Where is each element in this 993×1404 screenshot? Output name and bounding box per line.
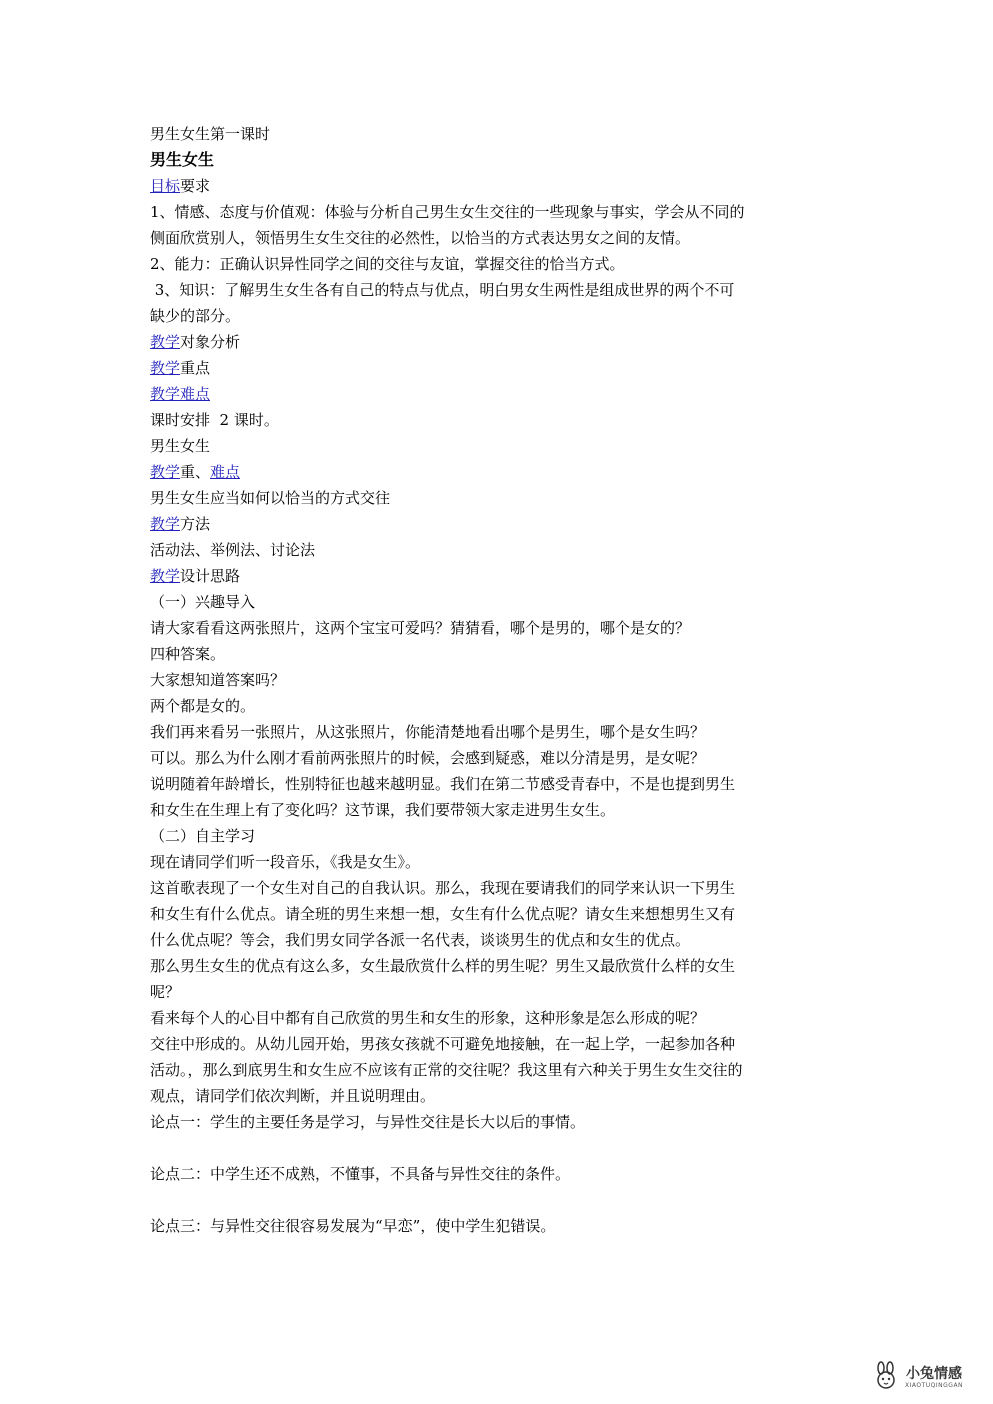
- analysis-rest: 对象分析: [180, 333, 241, 351]
- analysis-line: [150, 329, 850, 355]
- key-line: [150, 355, 850, 381]
- spacer: [150, 1187, 850, 1213]
- paragraph: 活动。，那么到底男生和女生应不应该有正常的交往呢？我这里有六种关于男生女生交往的: [150, 1061, 743, 1079]
- topic-line: 男生女生: [150, 437, 211, 455]
- item3-line-a: 3、知识：了解男生女生各有自己的特点与优点，明白男女生两性是组成世界的两个不可: [150, 281, 735, 299]
- difficult-link[interactable]: 难点: [210, 463, 241, 481]
- design-line: [150, 563, 850, 589]
- paragraph: 大家想知道答案吗？: [150, 671, 286, 689]
- item1-line-a: 1、情感、态度与价值观：体验与分析自己男生女生交往的一些现象与事实，学会从不同的: [150, 203, 745, 221]
- paragraph: 和女生有什么优点。请全班的男生来想一想，女生有什么优点呢？请女生来想想男生又有: [150, 905, 736, 923]
- item1-line-b: 侧面欣赏别人，领悟男生女生交往的必然性，以恰当的方式表达男女之间的友情。: [150, 229, 691, 247]
- goal-line: [150, 173, 850, 199]
- method-rest: 方法: [180, 515, 211, 533]
- doc-heading: 男生女生第一课时: [150, 125, 271, 143]
- teach-link[interactable]: 教学: [150, 515, 181, 533]
- argument-2: 论点二：中学生还不成熟，不懂事，不具备与异性交往的条件。: [150, 1165, 571, 1183]
- item2-line: 2、能力：正确认识异性同学之间的交往与友谊，掌握交往的恰当方式。: [150, 255, 625, 273]
- teach-link[interactable]: 教学: [150, 359, 181, 377]
- method-line: [150, 511, 850, 537]
- goal-link[interactable]: 目标: [150, 177, 181, 195]
- teach-link[interactable]: 教学: [150, 567, 181, 585]
- teach-link[interactable]: 教学: [150, 385, 181, 403]
- argument-1: 论点一：学生的主要任务是学习，与异性交往是长大以后的事情。: [150, 1113, 586, 1131]
- document-body: [150, 121, 850, 1239]
- doc-title: 男生女生: [150, 150, 215, 169]
- teach-link[interactable]: 教学: [150, 333, 181, 351]
- paragraph: 观点，请同学们依次判断，并且说明理由。: [150, 1087, 436, 1105]
- keydiff-mid: 重、: [180, 463, 211, 481]
- paragraph: 两个都是女的。: [150, 697, 256, 715]
- paragraph: 那么男生女生的优点有这么多，女生最欣赏什么样的男生呢？男生又最欣赏什么样的女生: [150, 957, 736, 975]
- section-2-heading: （二）自主学习: [150, 827, 256, 845]
- rabbit-logo-icon: [871, 1361, 901, 1395]
- argument-3: 论点三：与异性交往很容易发展为“早恋”，使中学生犯错误。: [150, 1217, 556, 1235]
- design-rest: 设计思路: [180, 567, 241, 585]
- keydiff-text: 男生女生应当如何以恰当的方式交往: [150, 489, 391, 507]
- teach-link[interactable]: 教学: [150, 463, 181, 481]
- paragraph: 四种答案。: [150, 645, 226, 663]
- difficult-link[interactable]: 难点: [180, 385, 211, 403]
- paragraph: 看来每个人的心目中都有自己欣赏的男生和女生的形象，这种形象是怎么形成的呢？: [150, 1009, 706, 1027]
- paragraph: 现在请同学们听一段音乐，《我是女生》。: [150, 853, 421, 871]
- watermark-cn: 小兔情感: [906, 1366, 963, 1382]
- spacer: [150, 1135, 850, 1161]
- paragraph: 交往中形成的。从幼儿园开始，男孩女孩就不可避免地接触，在一起上学，一起参加各种: [150, 1035, 736, 1053]
- method-text: 活动法、举例法、讨论法: [150, 541, 316, 559]
- watermark-text: [905, 1366, 963, 1390]
- difficult-line: [150, 381, 850, 407]
- section-1-heading: （一）兴趣导入: [150, 593, 256, 611]
- schedule-line: 课时安排 2 课时。: [150, 411, 279, 429]
- keydiff-line: [150, 459, 850, 485]
- watermark: [871, 1360, 983, 1396]
- item3-line-b: 缺少的部分。: [150, 307, 241, 325]
- paragraph: 这首歌表现了一个女生对自己的自我认识。那么，我现在要请我们的同学来认识一下男生: [150, 879, 736, 897]
- paragraph: 请大家看看这两张照片，这两个宝宝可爱吗？猜猜看，哪个是男的，哪个是女的？: [150, 619, 691, 637]
- paragraph: 说明随着年龄增长，性别特征也越来越明显。我们在第二节感受青春中，不是也提到男生: [150, 775, 736, 793]
- paragraph: 我们再来看另一张照片，从这张照片，你能清楚地看出哪个是男生，哪个是女生吗？: [150, 723, 706, 741]
- watermark-en: XIAOTUQINGGAN: [905, 1382, 964, 1389]
- paragraph: 呢？: [150, 983, 181, 1001]
- paragraph: 什么优点呢？等会，我们男女同学各派一名代表，谈谈男生的优点和女生的优点。: [150, 931, 691, 949]
- key-rest: 重点: [180, 359, 211, 377]
- paragraph: 可以。那么为什么刚才看前两张照片的时候，会感到疑惑，难以分清是男，是女呢？: [150, 749, 706, 767]
- goal-rest: 要求: [180, 177, 211, 195]
- paragraph: 和女生在生理上有了变化吗？这节课，我们要带领大家走进男生女生。: [150, 801, 616, 819]
